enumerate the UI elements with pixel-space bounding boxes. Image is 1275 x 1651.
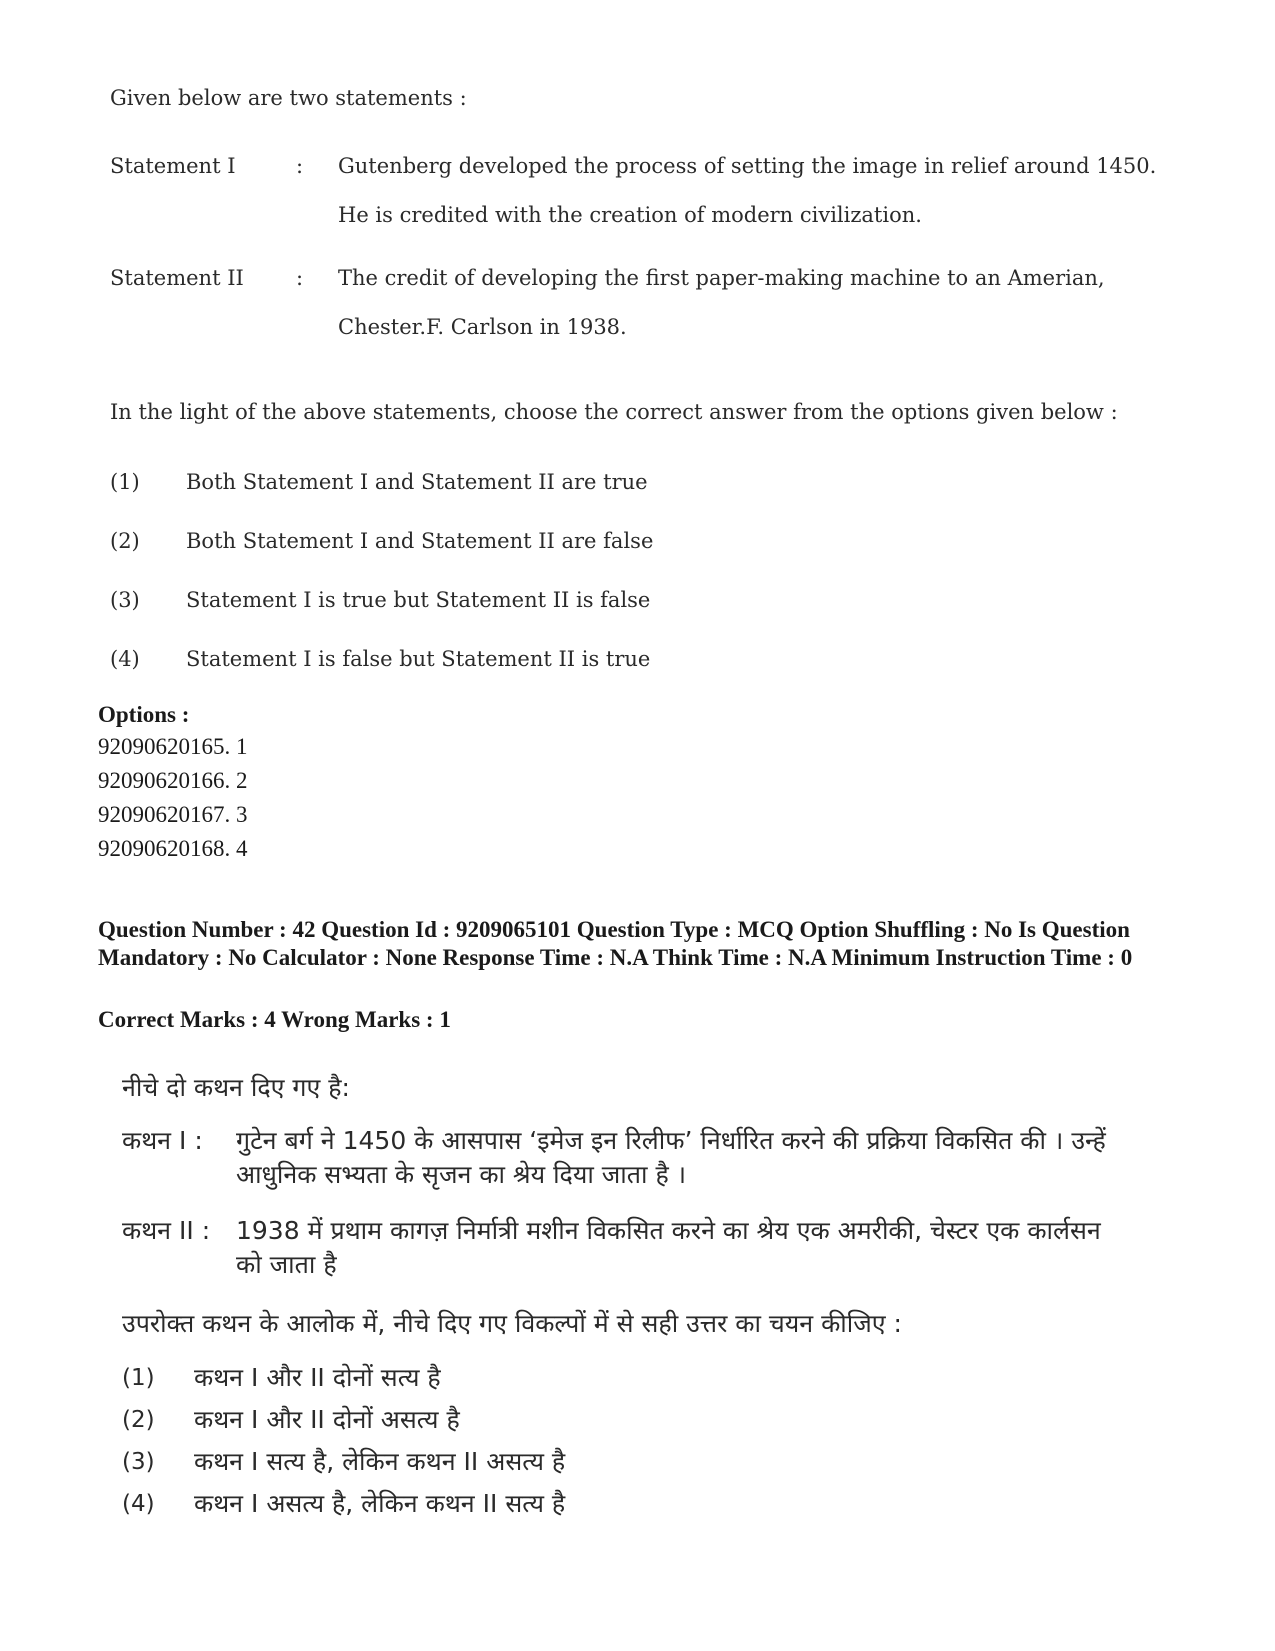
statement-2-colon: :	[296, 266, 304, 290]
statement-2-text: The credit of developing the first paper-making machine to an Amerian, Chester.F. Carlson in 1938.	[338, 266, 1105, 339]
option-text: कथन I और II दोनों असत्य है	[194, 1405, 460, 1434]
option-id-line: 92090620168. 4	[98, 836, 248, 861]
hindi-statement-2-text: 1938 में प्रथाम कागज़ निर्मात्री मशीन विकसित करने का श्रेय एक अमरीकी, चेस्टर एक कार्लसन को जाता है	[236, 1216, 1101, 1279]
english-option-2	[110, 525, 1170, 584]
hindi-question	[122, 1068, 1122, 1528]
hindi-statement-1-text: गुटेन बर्ग ने 1450 के आसपास ‘इमेज इन रिलीफ’ निर्धारित करने की प्रक्रिया विकसित की । उन्हें आधुनिक सभ्यता के सृजन का श्रेय दिया जाता है ।	[236, 1126, 1106, 1189]
english-option-3	[110, 584, 1170, 643]
option-text: कथन I असत्य है, लेकिन कथन II सत्य है	[194, 1489, 566, 1518]
question-info: Question Number : 42 Question Id : 9209065101 Question Type : MCQ Option Shuffling : No Is Question Mandatory : No Calculator : None Response Time : N.A Think Time : N.A Minimum Instruction Time : 0	[98, 917, 1133, 970]
hindi-option-3	[122, 1444, 1122, 1486]
statement-2-label: Statement II	[110, 266, 244, 290]
hindi-statement-2-label: कथन II :	[122, 1216, 211, 1245]
option-number: (3)	[122, 1449, 155, 1475]
option-number: (3)	[110, 588, 140, 612]
option-id-line: 92090620166. 2	[98, 768, 248, 793]
hindi-statement-2	[122, 1214, 1122, 1282]
option-text: Statement I is true but Statement II is false	[186, 588, 651, 612]
option-number: (4)	[122, 1491, 155, 1517]
english-question	[110, 78, 1170, 702]
hindi-option-1	[122, 1360, 1122, 1402]
option-text: Both Statement I and Statement II are false	[186, 529, 654, 553]
english-options	[110, 466, 1170, 702]
statement-1-text: Gutenberg developed the process of setting the image in relief around 1450. He is credited with the creation of modern civilization.	[338, 154, 1157, 227]
hindi-prompt: उपरोक्त कथन के आलोक में, नीचे दिए गए विकल्पों में से सही उत्तर का चयन कीजिए :	[122, 1309, 902, 1338]
option-text: Statement I is false but Statement II is true	[186, 647, 651, 671]
hindi-statement-1	[122, 1124, 1122, 1192]
hindi-option-2	[122, 1402, 1122, 1444]
options-heading: Options :	[98, 702, 190, 727]
english-option-1	[110, 466, 1170, 525]
english-prompt: In the light of the above statements, choose the correct answer from the options given below :	[110, 400, 1118, 424]
option-id-line: 92090620167. 3	[98, 802, 248, 827]
statement-1-colon: :	[296, 154, 304, 178]
options-meta	[98, 700, 1218, 866]
english-intro: Given below are two statements :	[110, 86, 467, 110]
option-id-line: 92090620165. 1	[98, 734, 248, 759]
english-statement-1	[110, 142, 1170, 240]
english-option-4	[110, 643, 1170, 702]
hindi-option-4	[122, 1486, 1122, 1528]
hindi-statement-1-label: कथन I :	[122, 1126, 203, 1155]
option-text: कथन I सत्य है, लेकिन कथन II असत्य है	[194, 1447, 566, 1476]
english-statement-2	[110, 254, 1170, 352]
option-number: (1)	[122, 1365, 155, 1391]
statement-1-label: Statement I	[110, 154, 236, 178]
hindi-intro: नीचे दो कथन दिए गए है:	[122, 1073, 350, 1102]
option-number: (2)	[122, 1407, 155, 1433]
option-number: (2)	[110, 529, 140, 553]
marks-info: Correct Marks : 4 Wrong Marks : 1	[98, 1007, 451, 1032]
option-text: Both Statement I and Statement II are true	[186, 470, 648, 494]
option-number: (1)	[110, 470, 140, 494]
option-text: कथन I और II दोनों सत्य है	[194, 1363, 441, 1392]
option-number: (4)	[110, 647, 140, 671]
